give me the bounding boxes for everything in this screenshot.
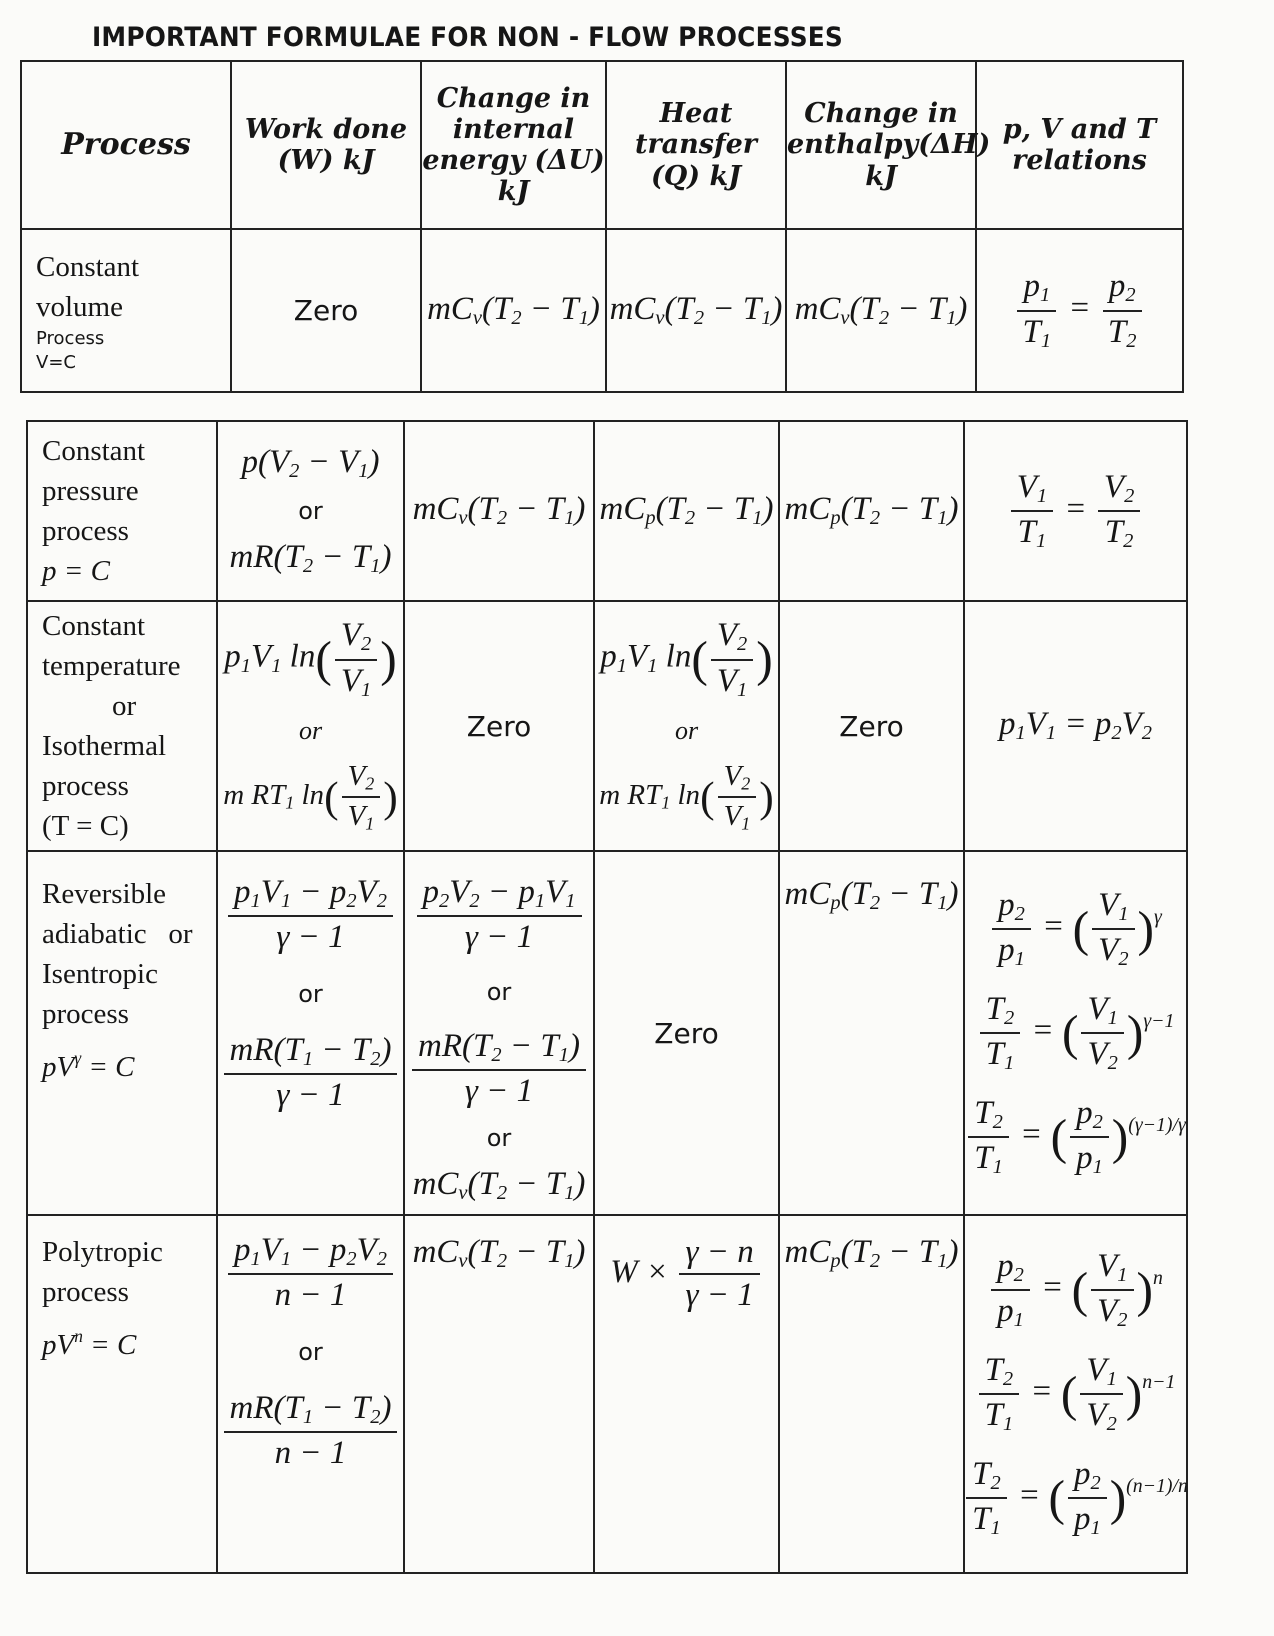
q-formula: $mC_v(T_2 - T_1)$ [609,290,783,330]
work-formula: $\frac{p_1V_1 - p_2V_2}{\gamma - 1}$ [225,874,396,956]
process-name-line: adiabatic [42,918,147,951]
process-name-line: Polytropic [42,1236,163,1268]
process-name-line: process [42,515,129,547]
du-formula-alt2: $mC_v(T_2 - T_1)$ [412,1166,586,1205]
work-formula: $\frac{p_1V_1 - p_2V_2}{n - 1}$ [225,1232,396,1314]
work-zero: Zero [293,294,359,327]
process-name-line: Reversible [42,878,167,910]
or-text: or [112,689,137,722]
pvt-formula-3: $\frac{T_2}{T_1}$ = ( $\frac{p_2}{p_1}$ )$^{(n-1)/n}$ [963,1456,1188,1540]
q-zero: Zero [654,1016,719,1050]
pvt-formula: $p_1V_1 = p_2V_2$ [999,706,1152,745]
du-formula: $mC_v(T_2 - T_1)$ [427,290,600,330]
or-text: or [298,497,323,525]
process-adiabatic [27,851,217,1215]
formula-table-top [20,60,1184,393]
dh-formula: $mC_p(T_2 - T_1)$ [784,876,959,915]
header-change-enthalpy: Change in enthalpy(ΔH) kJ [786,61,976,229]
header-process: Process [21,61,231,229]
pvt-formula: $\frac{V_1}{T_1}$ = $\frac{V_2}{T_2}$ [1008,491,1144,527]
pvt-formula: $\frac{p_1}{T_1}$ = $\frac{p_2}{T_2}$ [1014,290,1146,326]
process-name-line: Isentropic [42,958,158,991]
work-formula: $p(V_2 - V_1)$ [241,443,380,482]
dh-formula: $mC_v(T_2 - T_1)$ [794,290,968,330]
dh-formula: $mC_p(T_2 - T_1)$ [784,1234,959,1273]
du-formula-alt: $\frac{mR(T_2 - T_1)}{\gamma - 1}$ [409,1028,589,1110]
process-name-small: Process [36,328,105,350]
work-formula-alt: $\frac{mR(T_1 - T_2)}{\gamma - 1}$ [221,1032,401,1114]
or-text: or [486,1124,512,1153]
header-work-done: Work done (W) kJ [231,61,421,229]
pvt-formula-3: $\frac{T_2}{T_1}$ = ( $\frac{p_2}{p_1}$ )$^{(\gamma-1)/\gamma}$ [965,1095,1186,1179]
header-heat-transfer: Heat transfer (Q) kJ [606,61,786,229]
process-name-line: Constant [42,434,146,467]
q-formula: W × $\frac{\gamma - n}{\gamma - 1}$ [610,1254,763,1290]
row-polytropic [27,1215,1187,1573]
process-formula: $pV^\gamma = C$ [42,1048,135,1084]
formula-table-bottom [26,420,1188,1574]
or-text: or [298,715,323,745]
page-title: IMPORTANT FORMULAE FOR NON - FLOW PROCESSES [92,22,844,53]
work-formula-alt: $\frac{mR(T_1 - T_2)}{n - 1}$ [221,1390,401,1472]
du-formula: $mC_v(T_2 - T_1)$ [412,1234,586,1273]
process-name-line: temperature [42,649,181,682]
or-text: or [486,978,512,1007]
header-change-internal-energy: Change in internal energy (ΔU) kJ [421,61,606,229]
work-formula-alt: $mR(T_2 - T_1)$ [229,539,392,578]
or-text: or [298,980,323,1009]
pvt-formula-2: $\frac{T_2}{T_1}$ = ( $\frac{V_1}{V_2}$ )$^{n-1}$ [976,1352,1176,1436]
q-formula: $mC_p(T_2 - T_1)$ [599,491,774,530]
process-formula: (T = C) [42,810,129,843]
or-text: or [674,715,699,745]
row-isothermal [27,601,1187,851]
process-constant-pressure: Constant pressure process p = C [27,421,217,601]
du-formula: $\frac{p_2V_2 - p_1V_1}{\gamma - 1}$ [414,874,585,956]
du-formula: $mC_v(T_2 - T_1)$ [412,491,586,530]
process-name-line: pressure [42,474,139,507]
header-pvt-relations: p, V and T relations [976,61,1183,229]
process-name-line: Constant [36,251,140,284]
dh-zero: Zero [839,709,904,743]
process-name-line: volume [36,291,123,324]
process-isothermal [27,601,217,851]
work-formula: $p_1V_1$ ln( $\frac{V_2}{V_1}$ ) [224,617,397,701]
q-formula: $p_1V_1$ ln( $\frac{V_2}{V_1}$ ) [600,617,773,701]
pvt-formula-1: $\frac{p_2}{p_1}$ = ( $\frac{V_1}{V_2}$ )$^\gamma$ [989,887,1162,971]
process-constant-volume [21,229,231,392]
process-name-line: Constant [42,609,146,642]
process-name-line: process [42,998,129,1031]
process-formula: $pV^n = C$ [42,1326,137,1362]
process-name-small: V=C [36,351,76,373]
process-name-line: process [42,770,129,803]
pvt-formula-1: $\frac{p_2}{p_1}$ = ( $\frac{V_1}{V_2}$ )$^n$ [988,1248,1163,1332]
du-zero: Zero [466,709,532,743]
header-row [21,61,1183,229]
or-text: or [168,918,193,951]
q-formula-alt: m $RT_1$ ln( $\frac{V_2}{V_1}$ ) [599,759,774,834]
row-constant-volume [21,229,1183,392]
process-name-line: process [42,1276,129,1309]
dh-formula: $mC_p(T_2 - T_1)$ [784,491,959,530]
or-text: or [298,1338,323,1367]
process-name-line: Isothermal [42,730,167,762]
row-adiabatic [27,851,1187,1215]
work-formula-alt: m $RT_1$ ln( $\frac{V_2}{V_1}$ ) [223,759,398,834]
pvt-formula-2: $\frac{T_2}{T_1}$ = ( $\frac{V_1}{V_2}$ )$^{\gamma-1}$ [977,991,1175,1075]
row-constant-pressure [27,421,1187,601]
process-polytropic [27,1215,217,1573]
